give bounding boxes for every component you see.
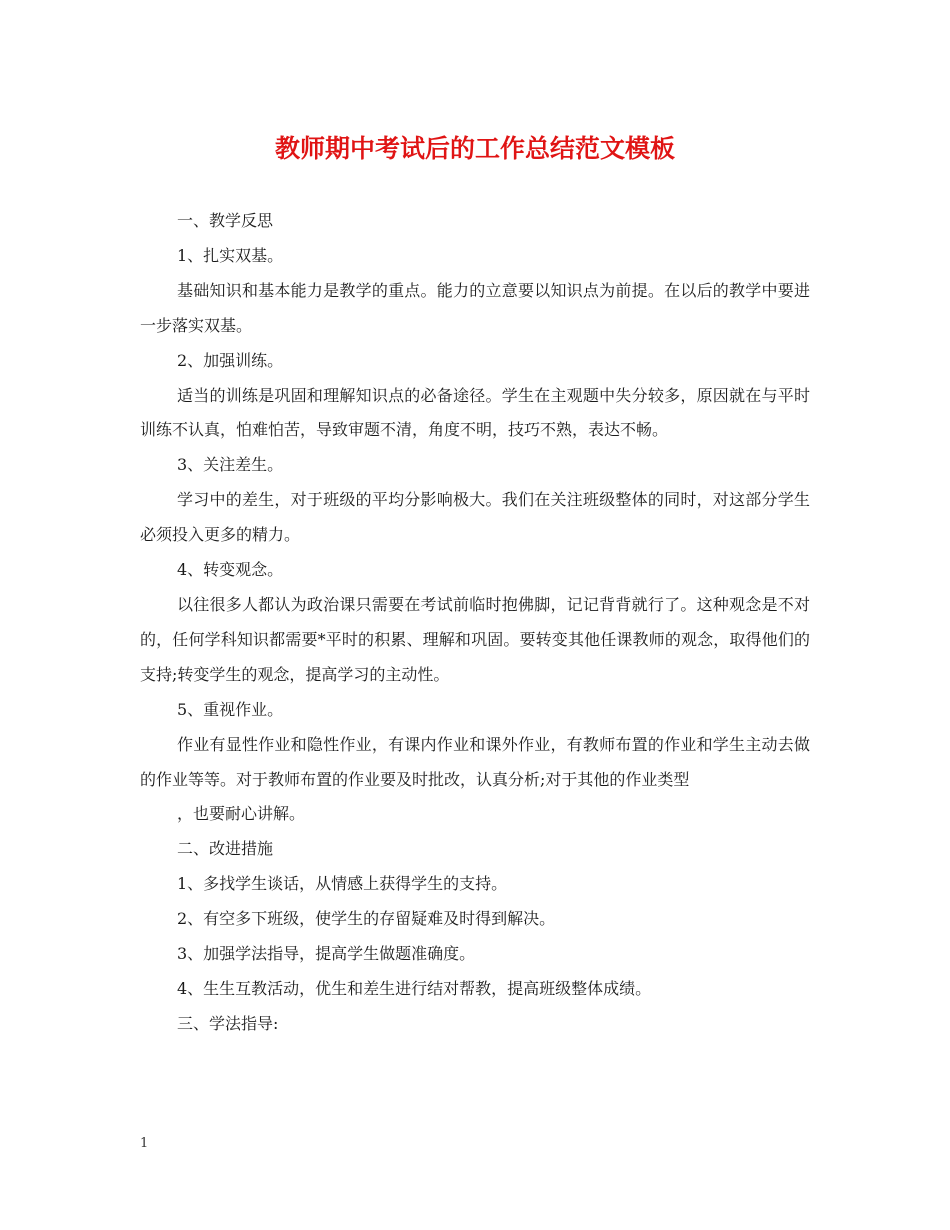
improvement-item-3: 3、加强学法指导，提高学生做题准确度。 [177, 944, 476, 964]
item-heading-2: 2、加强训练。 [177, 350, 284, 370]
item-heading-3: 3、关注差生。 [177, 455, 284, 475]
improvement-item-1: 1、多找学生谈话，从情感上获得学生的支持。 [177, 874, 508, 894]
paragraph-5-continued: ，也要耐心讲解。 [177, 804, 306, 824]
document-body [140, 204, 810, 1042]
document-title: 教师期中考试后的工作总结范文模板 [274, 134, 675, 163]
section-heading-reflection: 一、教学反思 [177, 211, 274, 230]
paragraph-5: 作业有显性作业和隐性作业，有课内作业和课外作业，有教师布置的作业和学生主动去做的作业等等。对于教师布置的作业要及时批改，认真分析;对于其他的作业类型 [140, 734, 810, 789]
improvement-item-2: 2、有空多下班级，使学生的存留疑难及时得到解决。 [177, 909, 556, 929]
item-heading-5: 5、重视作业。 [177, 699, 284, 719]
paragraph-4: 以往很多人都认为政治课只需要在考试前临时抱佛脚，记记背背就行了。这种观念是不对的，任何学科知识都需要*平时的积累、理解和巩固。要转变其他任课教师的观念，取得他们的支持;转变学生的观念，提高学习的主动性。 [140, 594, 810, 684]
improvement-item-4: 4、生生互教活动，优生和差生进行结对帮教，提高班级整体成绩。 [177, 978, 652, 998]
item-heading-1: 1、扎实双基。 [177, 245, 284, 265]
paragraph-2: 适当的训练是巩固和理解知识点的必备途径。学生在主观题中失分较多，原因就在与平时训练不认真，怕难怕苦，导致审题不清，角度不明，技巧不熟，表达不畅。 [140, 385, 810, 440]
section-heading-improvements: 二、改进措施 [177, 839, 274, 859]
item-heading-4: 4、转变观念。 [177, 560, 284, 580]
section-heading-study-guidance: 三、学法指导: [177, 1013, 279, 1033]
page-number: 1 [140, 1136, 149, 1151]
paragraph-1: 基础知识和基本能力是教学的重点。能力的立意要以知识点为前提。在以后的教学中要进一步落实双基。 [140, 280, 810, 335]
paragraph-3: 学习中的差生，对于班级的平均分影响极大。我们在关注班级整体的同时，对这部分学生必须投入更多的精力。 [140, 490, 810, 545]
